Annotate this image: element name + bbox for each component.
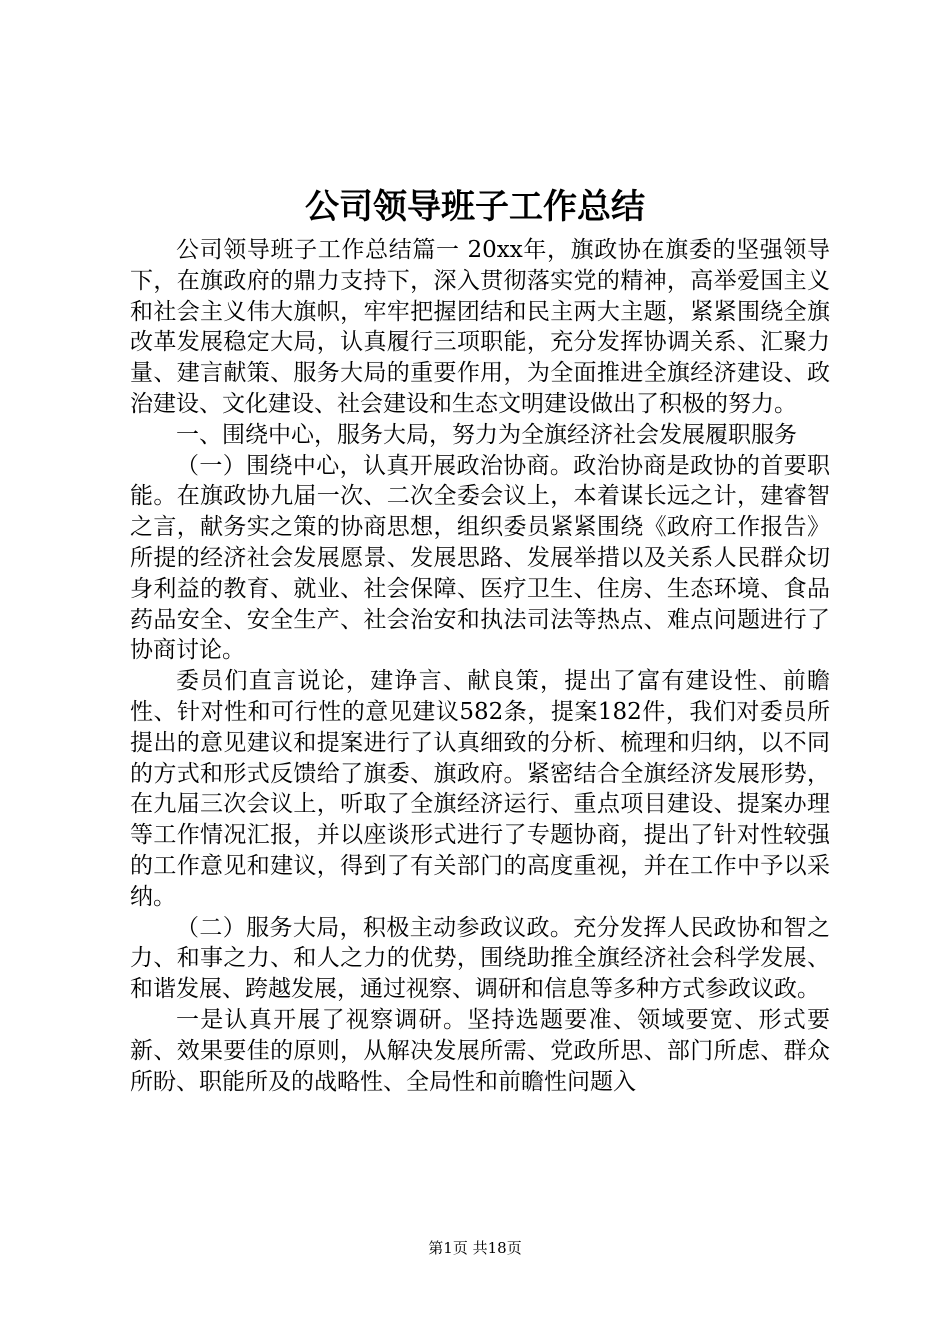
paragraph: 一是认真开展了视察调研。坚持选题要准、领域要宽、形式要新、效果要佳的原则，从解决发展所需、党政所思、部门所虑、群众所盼、职能所及的战略性、全局性和前瞻性问题入: [130, 1006, 830, 1095]
page-footer: 第1页 共18页: [428, 1239, 522, 1257]
section-heading: 一、围绕中心，服务大局，努力为全旗经济社会发展履职服务: [176, 421, 797, 448]
paragraph: （二）服务大局，积极主动参政议政。充分发挥人民政协和智之力、和事之力、和人之力的优势，围绕助推全旗经济社会科学发展、和谐发展、跨越发展，通过视察、调研和信息等多种方式参政议政。: [130, 914, 830, 1003]
paragraph: 公司领导班子工作总结篇一 20xx年，旗政协在旗委的坚强领导下，在旗政府的鼎力支持下，深入贯彻落实党的精神，高举爱国主义和社会主义伟大旗帜，牢牢把握团结和民主两大主题，紧紧围绕全旗改革发展稳定大局，认真履行三项职能，充分发挥协调关系、汇聚力量、建言献策、服务大局的重要作用，为全面推进全旗经济建设、政治建设、文化建设、社会建设和生态文明建设做出了积极的努力。: [130, 237, 830, 417]
paragraph: 委员们直言说论，建诤言、献良策，提出了富有建设性、前瞻性、针对性和可行性的意见建议582条，提案182件，我们对委员所提出的意见建议和提案进行了认真细致的分析、梳理和归纳，以不同的方式和形式反馈给了旗委、旗政府。紧密结合全旗经济发展形势，在九届三次会议上，听取了全旗经济运行、重点项目建设、提案办理等工作情况汇报，并以座谈形式进行了专题协商，提出了针对性较强的工作意见和建议，得到了有关部门的高度重视，并在工作中予以采纳。: [130, 668, 830, 910]
paragraph: （一）围绕中心，认真开展政治协商。政治协商是政协的首要职能。在旗政协九届一次、二次全委会议上，本着谋长远之计，建睿智之言，献务实之策的协商思想，组织委员紧紧围绕《政府工作报告》所提的经济社会发展愿景、发展思路、发展举措以及关系人民群众切身利益的教育、就业、社会保障、医疗卫生、住房、生态环境、食品药品安全、安全生产、社会治安和执法司法等热点、难点问题进行了协商讨论。: [130, 452, 830, 664]
document-title: 公司领导班子工作总结: [305, 187, 645, 227]
document-body: [130, 235, 830, 1097]
